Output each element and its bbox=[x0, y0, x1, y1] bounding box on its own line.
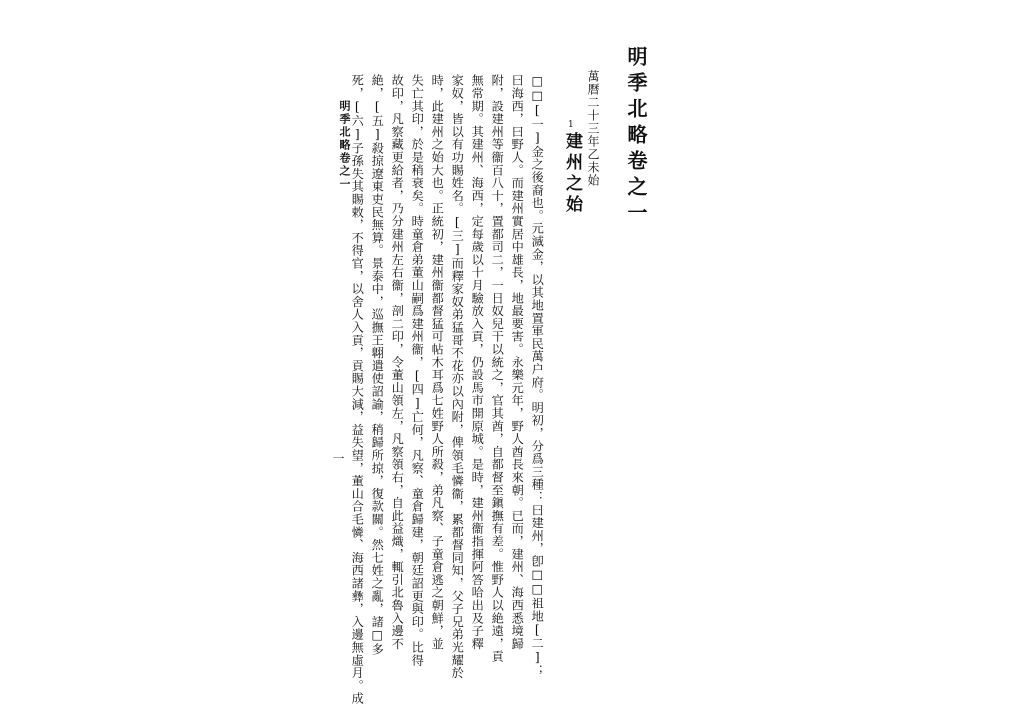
date-line: 萬曆二十三年乙未始 bbox=[586, 70, 600, 187]
body-line: 失亡其印，於是稍衰矣。時童倉弟董山嗣爲建州衞，[四]亡何，凡察、童倉歸建，朝廷詔更與印。比得 bbox=[410, 74, 425, 667]
body-line: 無常期。其建州、海西，定每歲以十月驗放入貢，仍設馬市開原城。是時，建州衞指揮阿答哈出及子釋 bbox=[470, 74, 485, 650]
body-line: 家奴，皆以有功賜姓名。[三]而釋家奴弟猛哥不花亦以內附，俾領毛憐衞，累都督同知，父子兄弟光耀於 bbox=[450, 74, 465, 680]
body-line: 絶，[五]殺掠遼東吏民無算。景泰中，巡撫王翺遣使詔諭，稍歸所掠，復款關。然七姓之亂，諸□多 bbox=[370, 74, 385, 656]
body-line: 附，設建州等衞百八十，置都司二，一日奴兒干以統之，官其酋，自都督至鎭撫有差。惟野人以絶遠，貢 bbox=[490, 74, 505, 663]
page-number: 一 bbox=[331, 452, 345, 464]
section-number: 1 bbox=[568, 120, 574, 130]
body-line: 故印，凡察藏更給者，乃分建州左右衞，剖二印，令董山領左，凡察領右，自此益熾，輒引北魯入邊不 bbox=[390, 74, 405, 650]
chapter-title: 明季北略卷之一 bbox=[624, 46, 648, 228]
running-head: 明季北略卷之一 bbox=[338, 100, 351, 191]
section-title: 建州之始 bbox=[562, 132, 582, 216]
body-line: 死，[六]子孫失其賜敕，不得官，以舍人入貢，貢賜大減，益失望，董山合毛憐、海西諸彝，入邊無虛月。成 bbox=[350, 74, 365, 705]
body-line: 曰海西，曰野人。而建州實居中雄長，地最要害。永樂元年，野人酋長來朝。已而，建州、海西悉境歸 bbox=[510, 74, 525, 650]
body-line: 時，此建州之始大也。正統初，建州衞都督猛可帖木耳爲七姓野人所殺，弟凡察、子童倉逃之朝鮮，並 bbox=[430, 74, 445, 650]
body-line: □□[一]金之後裔也。元滅金，以其地置軍民萬户府。明初，分爲三種：曰建州，卽□□祖地[二]； bbox=[530, 74, 545, 678]
